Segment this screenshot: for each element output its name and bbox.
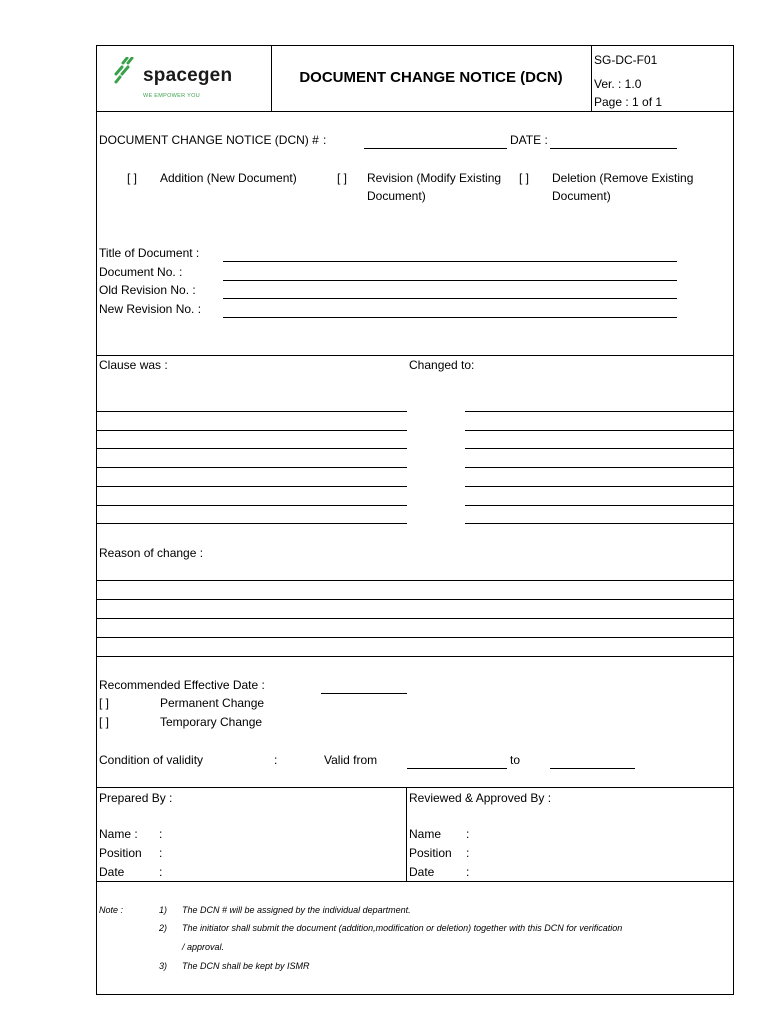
document-code: SG-DC-F01 (594, 53, 658, 67)
note-2-number: 2) (159, 923, 168, 933)
new-revision-label: New Revision No. : (99, 302, 202, 316)
reason-of-change-label: Reason of change : (99, 546, 204, 560)
changed-to-line[interactable] (465, 505, 734, 506)
deletion-label: Deletion (Remove Existing (552, 171, 694, 185)
addition-label: Addition (New Document) (160, 171, 297, 185)
prepared-name-label: Name : (99, 827, 138, 841)
dcn-date-label: DATE : (510, 133, 548, 147)
section-divider-notes (96, 881, 734, 882)
valid-to-field[interactable] (550, 768, 635, 769)
changed-to-line[interactable] (465, 448, 734, 449)
section-divider-clause (96, 355, 734, 356)
document-no-field[interactable] (223, 280, 677, 281)
prepared-date-label: Date (99, 865, 125, 879)
document-title: DOCUMENT CHANGE NOTICE (DCN) (299, 69, 563, 86)
dcn-date-field[interactable] (550, 148, 677, 149)
revision-label-cont: Document) (367, 189, 426, 203)
clause-was-line[interactable] (96, 486, 407, 487)
note-2-text-cont: / approval. (182, 942, 225, 952)
changed-to-line[interactable] (465, 467, 734, 468)
clause-was-line[interactable] (96, 411, 407, 412)
prepared-date-colon: : (159, 865, 163, 879)
note-1-number: 1) (159, 905, 168, 915)
old-revision-field[interactable] (223, 298, 677, 299)
logo-wordmark: spacegen (143, 65, 233, 86)
reviewed-position-colon: : (466, 846, 470, 860)
reason-line[interactable] (96, 580, 734, 581)
changed-to-label: Changed to: (409, 358, 475, 372)
note-1-text: The DCN # will be assigned by the individual department. (182, 905, 411, 915)
clause-was-label: Clause was : (99, 358, 168, 372)
effective-date-label: Recommended Effective Date : (99, 678, 265, 692)
header-bottom-rule (96, 111, 734, 112)
clause-was-line[interactable] (96, 505, 407, 506)
reviewed-name-colon: : (466, 827, 470, 841)
note-3-text: The DCN shall be kept by ISMR (182, 961, 310, 971)
condition-of-validity-colon: : (274, 753, 278, 767)
reviewed-name-label: Name (409, 827, 442, 841)
changed-to-line[interactable] (465, 523, 734, 524)
valid-from-field[interactable] (407, 768, 507, 769)
prepared-position-colon: : (159, 846, 163, 860)
effective-date-field[interactable] (321, 693, 407, 694)
section-divider-signoff (96, 787, 734, 788)
revision-checkbox[interactable]: [ ] (337, 171, 348, 185)
permanent-change-checkbox[interactable]: [ ] (99, 696, 110, 710)
title-of-document-field[interactable] (223, 261, 677, 262)
clause-was-line[interactable] (96, 467, 407, 468)
reason-line[interactable] (96, 599, 734, 600)
dcn-number-field[interactable] (364, 148, 507, 149)
reviewed-position-label: Position (409, 846, 452, 860)
signoff-divider (406, 787, 407, 882)
dcn-number-colon: : (323, 133, 327, 147)
temporary-change-checkbox[interactable]: [ ] (99, 715, 110, 729)
logo-slashes-icon (113, 57, 143, 85)
document-no-label: Document No. : (99, 265, 183, 279)
clause-was-line[interactable] (96, 448, 407, 449)
permanent-change-label: Permanent Change (160, 696, 265, 710)
document-page: Page : 1 of 1 (594, 95, 663, 109)
note-2-text: The initiator shall submit the document (addition,modification or deletion) together with this DCN for verification (182, 923, 623, 933)
deletion-label-cont: Document) (552, 189, 611, 203)
reviewed-date-colon: : (466, 865, 470, 879)
prepared-by-label: Prepared By : (99, 791, 173, 805)
prepared-name-colon: : (159, 827, 163, 841)
changed-to-line[interactable] (465, 430, 734, 431)
section-divider-effective (96, 656, 734, 657)
changed-to-line[interactable] (465, 486, 734, 487)
valid-to-label: to (510, 753, 521, 767)
clause-was-line[interactable] (96, 430, 407, 431)
old-revision-label: Old Revision No. : (99, 283, 196, 297)
document-version: Ver. : 1.0 (594, 77, 642, 91)
header-divider-right (591, 45, 592, 112)
condition-of-validity-label: Condition of validity (99, 753, 204, 767)
changed-to-line[interactable] (465, 411, 734, 412)
notes-label: Note : (99, 905, 124, 915)
reviewed-approved-label: Reviewed & Approved By : (409, 791, 552, 805)
temporary-change-label: Temporary Change (160, 715, 263, 729)
reviewed-date-label: Date (409, 865, 435, 879)
company-logo (113, 57, 253, 103)
revision-label: Revision (Modify Existing (367, 171, 502, 185)
prepared-position-label: Position (99, 846, 142, 860)
new-revision-field[interactable] (223, 317, 677, 318)
addition-checkbox[interactable]: [ ] (127, 171, 138, 185)
title-of-document-label: Title of Document : (99, 246, 200, 260)
note-3-number: 3) (159, 961, 168, 971)
valid-from-label: Valid from (324, 753, 378, 767)
deletion-checkbox[interactable]: [ ] (519, 171, 530, 185)
logo-tagline: WE EMPOWER YOU (143, 93, 200, 99)
reason-line[interactable] (96, 618, 734, 619)
reason-line[interactable] (96, 637, 734, 638)
clause-was-line[interactable] (96, 523, 407, 524)
dcn-number-label: DOCUMENT CHANGE NOTICE (DCN) # (99, 133, 319, 147)
